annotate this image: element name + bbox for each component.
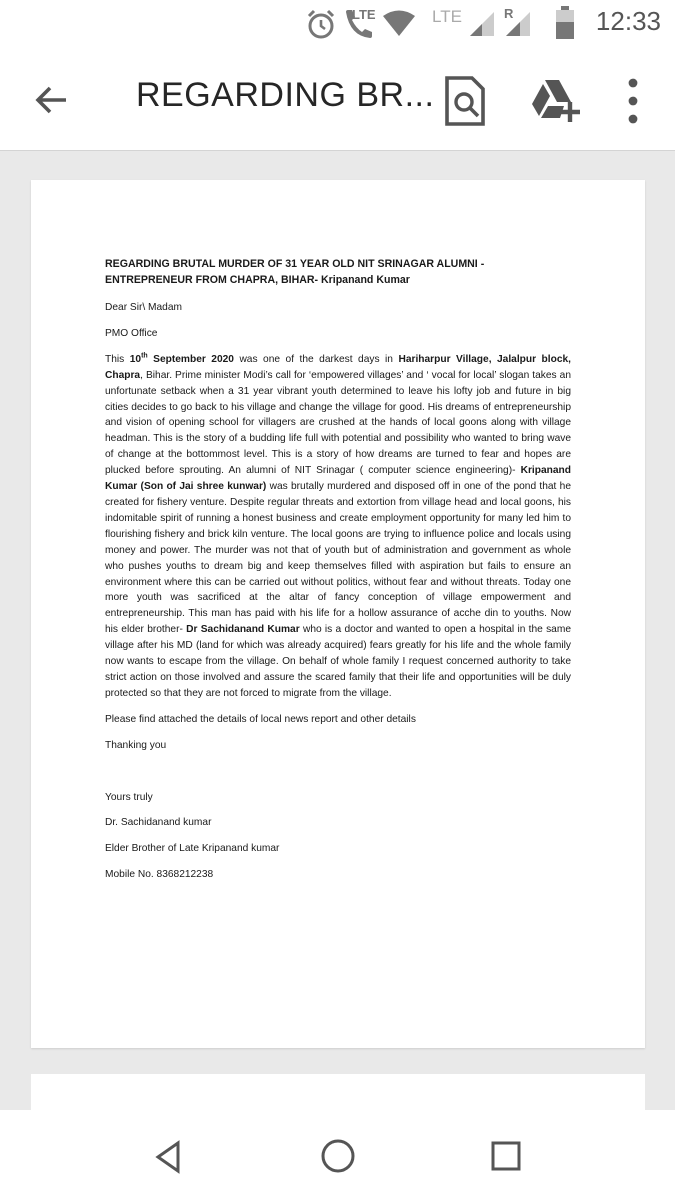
navigation-bar <box>0 1110 675 1200</box>
nav-recents-icon[interactable] <box>490 1140 522 1172</box>
back-arrow-icon[interactable] <box>30 78 74 122</box>
more-options-icon[interactable] <box>618 76 648 126</box>
clock: 12:33 <box>595 6 661 36</box>
status-bar <box>0 0 675 48</box>
incident-date: 10th September 2020 <box>129 352 234 365</box>
alarm-icon <box>305 8 337 40</box>
document-page <box>31 180 645 1048</box>
mobile-number: Mobile No. 8368212238 <box>105 869 214 881</box>
signatory-relation: Elder Brother of Late Kripanand kumar <box>105 843 280 855</box>
letter-body: This 10th September 2020 was one of the darkest days in Hariharpur Village, Jalalpur block, Chapra, Bihar. Prime minister Modi’s call for ‘empowered villages’ and ‘ vocal for local’ slogan takes an unfortunate setback when a 31 year vibrant youth determined to leave his lofty job and future in big cities decides to go back to his village and change the village for good. His dreams of entrepreneurship and vision of opening school for villagers are crushed at the hands of local goons along with village headman. This is the story of a budding life full with potential and possibility who wanted to bring wave of change at the bottommost level. This is a story of how dreams are turned to fear and hopes are plucked before sprouting. An alumni of NIT Srinagar ( computer science engineering)- Kripanand Kumar (Son of Jai shree kunwar) was brutally murdered and disposed off in one of the pond that he created for fishery venture. Despite regular threats and extortion from village head and local goons, his indomitable spirit of running a honest business and create employment opportunity for many led him to flourishing fishery and brick kiln venture. The local goons are trying to influence police and locals using money and power. The murder was not that of youth but of administration and government as whole who pushes youths to dream big and keep themselves filled with aspiration but fails to ensure an environment where this can be carried out without politics, without fear and without threats. Today one more youth was sacrificed at the altar of fancy conception of village empowerment and entrepreneurship. This man has paid with his life for a hollow assurance of acche din to youths. Now his elder brother- Dr Sachidanand Kumar who is a doctor and wanted to open a hospital in the same village after his MD (land for which was already acquired) fears greatly for his life and the whole family now wants to escape from the village. On behalf of whole family I request concerned authority to take strict action on those involved and assure the scared family that their life and opportunities will be duly protected so that they are not forced to migrate from the village. <box>105 352 571 699</box>
add-to-drive-icon[interactable] <box>530 78 580 124</box>
brother-name: Dr Sachidanand Kumar <box>186 624 300 636</box>
document-content <box>105 256 571 893</box>
battery-icon <box>555 6 575 40</box>
lte-label-secondary: LTE <box>432 7 462 26</box>
lte-label: LTE <box>352 7 376 22</box>
thanks-line: Thanking you <box>105 739 167 751</box>
victim-name: Kripanand Kumar (Son of Jai shree kunwar) <box>105 465 571 493</box>
attachment-note: Please find attached the details of local news report and other details <box>105 713 416 725</box>
wifi-icon <box>382 10 416 38</box>
signatory-name: Dr. Sachidanand kumar <box>105 817 212 829</box>
closing-line: Yours truly <box>105 791 153 803</box>
find-in-document-icon[interactable] <box>444 76 486 126</box>
nav-back-icon[interactable] <box>152 1140 186 1174</box>
incident-place: Hariharpur Village, Jalalpur block, Chapra <box>105 353 571 381</box>
app-bar <box>0 48 675 151</box>
nav-home-icon[interactable] <box>320 1138 356 1174</box>
signal-strength-icon <box>468 10 496 38</box>
salutation: Dear Sir\ Madam <box>105 302 182 313</box>
document-heading: REGARDING BRUTAL MURDER OF 31 YEAR OLD NIT SRINAGAR ALUMNI - ENTREPRENEUR FROM CHAPRA, BIHAR- Kripanand Kumar <box>105 258 485 286</box>
addressee: PMO Office <box>105 327 158 339</box>
document-title: REGARDING BR... <box>136 76 435 114</box>
roaming-label: R <box>504 6 514 21</box>
